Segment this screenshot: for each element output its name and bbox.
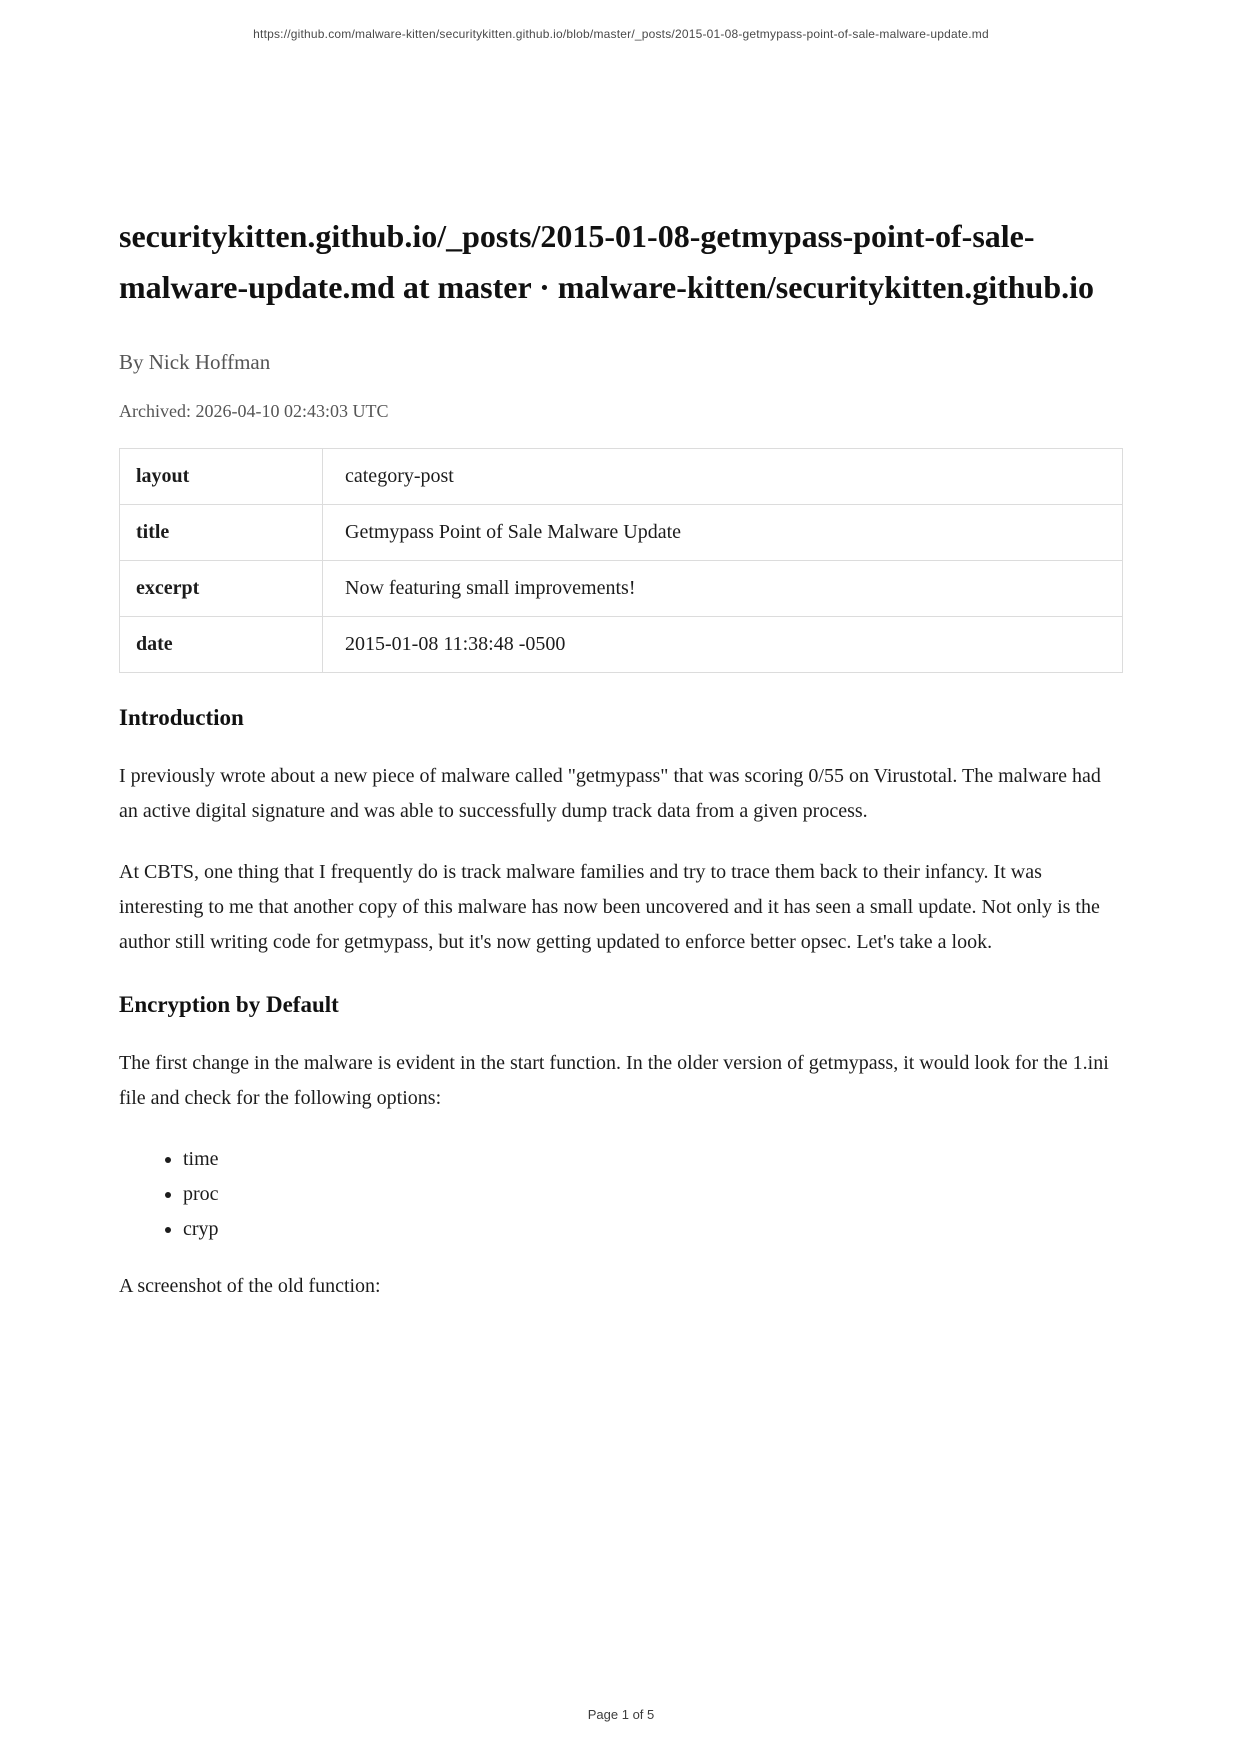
source-url-header: https://github.com/malware-kitten/securitykitten.github.io/blob/master/_posts/2015-01-08-getmypass-point-of-sale-malware-update.md bbox=[253, 27, 989, 41]
archived-timestamp: Archived: 2026-04-10 02:43:03 UTC bbox=[119, 401, 389, 421]
section-heading-introduction: Introduction bbox=[119, 705, 244, 730]
front-matter-key: layout bbox=[120, 449, 323, 505]
article-content bbox=[119, 0, 1123, 1330]
list-item: • proc bbox=[183, 1177, 1123, 1212]
page-number-footer: Page 1 of 5 bbox=[587, 1707, 655, 1722]
page-title: securitykitten.github.io/_posts/2015-01-08-getmypass-point-of-sale-malware-update.md at master · malware-kitten/securitykitten.github.io bbox=[119, 218, 1095, 305]
table-row bbox=[120, 449, 1123, 505]
front-matter-key: date bbox=[120, 617, 323, 673]
front-matter-value: Getmypass Point of Sale Malware Update bbox=[323, 505, 1123, 561]
author-byline: By Nick Hoffman bbox=[119, 350, 271, 374]
front-matter-key: excerpt bbox=[120, 561, 323, 617]
paragraph: At CBTS, one thing that I frequently do is track malware families and try to trace them back to their infancy. It was interesting to me that another copy of this malware has now been uncovered and it has seen a small update. Not only is the author still writing code for getmypass, but it's now getting updated to enforce better opsec. Let's take a look. bbox=[119, 861, 1100, 953]
paragraph: A screenshot of the old function: bbox=[119, 1275, 381, 1297]
front-matter-value: 2015-01-08 11:38:48 -0500 bbox=[323, 617, 1123, 673]
list-item: • time bbox=[183, 1142, 1123, 1177]
table-row bbox=[120, 505, 1123, 561]
front-matter-key: title bbox=[120, 505, 323, 561]
ini-options-list bbox=[119, 1142, 1123, 1247]
paragraph: The first change in the malware is evident in the start function. In the older version of getmypass, it would look for the 1.ini file and check for the following options: bbox=[119, 1052, 1109, 1109]
paragraph: I previously wrote about a new piece of malware called "getmypass" that was scoring 0/55 on Virustotal. The malware had an active digital signature and was able to successfully dump track data from a given process. bbox=[119, 765, 1101, 822]
table-row bbox=[120, 561, 1123, 617]
front-matter-table bbox=[119, 448, 1123, 673]
section-heading-encryption-by-default: Encryption by Default bbox=[119, 992, 339, 1017]
front-matter-value: Now featuring small improvements! bbox=[323, 561, 1123, 617]
list-item: • cryp bbox=[183, 1212, 1123, 1247]
table-row bbox=[120, 617, 1123, 673]
front-matter-value: category-post bbox=[323, 449, 1123, 505]
